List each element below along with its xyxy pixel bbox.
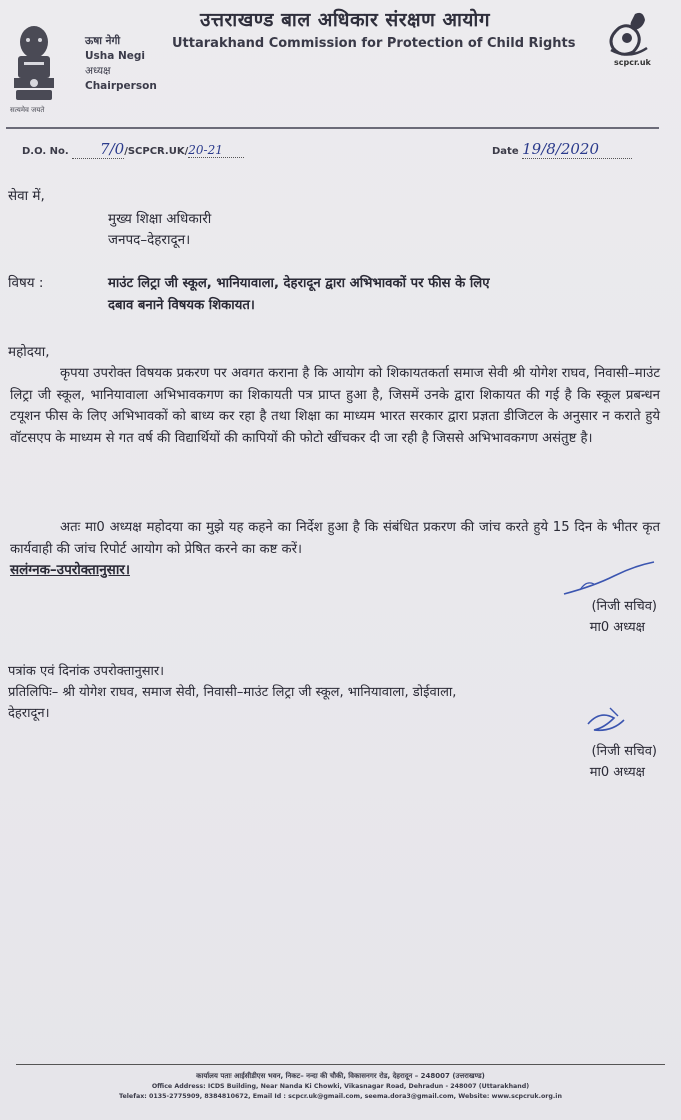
do-suffix: /SCPCR.UK/ bbox=[124, 146, 189, 157]
footer-divider bbox=[16, 1064, 665, 1065]
subject-line-1: माउंट लिट्रा जी स्कूल, भानियावाला, देहरादून द्वारा अभिभावकों पर फीस के लिए bbox=[108, 276, 490, 291]
greeting: महोदया, bbox=[8, 344, 50, 360]
org-name-hindi: उत्तराखण्ड बाल अधिकार संरक्षण आयोग bbox=[200, 9, 491, 31]
do-label: D.O. No. bbox=[22, 146, 69, 157]
date-handwritten: 19/8/2020 bbox=[522, 140, 600, 158]
subject-line-2: दबाव बनाने विषयक शिकायत। bbox=[108, 298, 255, 313]
chairperson-block bbox=[85, 34, 157, 94]
footer-contact: Telefax: 0135-2775909, 8384810672, Email Id : scpcr.uk@gmail.com, seema.dora3@gmail.com, Website: www.scpcruk.org.in bbox=[119, 1093, 562, 1100]
date-line bbox=[492, 140, 632, 159]
signature-1-office: मा0 अध्यक्ष bbox=[589, 620, 645, 635]
addressee-line-2: जनपद–देहरादून। bbox=[108, 232, 191, 248]
copy-line-3: देहरादून। bbox=[8, 706, 50, 721]
signature-2-designation: (निजी सचिव) bbox=[591, 744, 657, 759]
do-number-handwritten: 7/0 bbox=[100, 140, 125, 158]
body-paragraph-1: कृपया उपरोक्त विषयक प्रकरण पर अवगत कराना है कि आयोग को शिकायतकर्ता समाज सेवी श्री योगेश राघव, निवासी–माउंट लिट्रा जी स्कूल, भानियावाला अभिभावकगण का शिकायती पत्र प्राप्त हुआ है, जिसमें उनके द्वारा शिकायत की गई है कि स्कूल प्रबन्धन टयूशन फीस के लिए अभिभावकों को बाध्य कर रहा है तथा शिक्षा का माध्यम भारत सरकार द्वारा प्रज्ञता डीजिटल के अनुसार न कराते हुये वॉटसएप के माध्यम से गत वर्ष की विद्यार्थियों की कापियों की फोटो खींचकर दी जा रही है जिससे अभिभावकगण असंतुष्ट है। bbox=[10, 366, 660, 446]
signature-2-office: मा0 अध्यक्ष bbox=[589, 765, 645, 780]
emblem-caption: सत्यमेव जयते bbox=[10, 106, 45, 114]
footer-address-hindi: कार्यालय पताः आईसीडीएस भवन, निकट– नन्दा की चौकी, विकासनगर रोड, देहरादून – 248007 (उत्तराखण्ड) bbox=[196, 1072, 485, 1080]
state-emblem-icon bbox=[6, 18, 62, 118]
person-name-english: Usha Negi bbox=[85, 50, 146, 62]
signature-initials-icon bbox=[580, 702, 650, 738]
body-paragraph-2: अतः मा0 अध्यक्ष महोदया का मुझे यह कहने का निर्देश हुआ है कि संबंधित प्रकरण की जांच करते हुये 15 दिन के भीतर कृत कार्यवाही की जांच रिपोर्ट आयोग को प्रेषित करने का कष्ट करें। bbox=[10, 520, 660, 557]
signature-scribble-icon bbox=[560, 560, 660, 600]
date-label: Date bbox=[492, 146, 519, 157]
footer-address-english: Office Address: ICDS Building, Near Nanda Ki Chowki, Vikasnagar Road, Dehradun - 248007 (Uttarakhand) bbox=[151, 1083, 530, 1090]
addressee-line-1: मुख्य शिक्षा अधिकारी bbox=[108, 211, 212, 227]
copy-line-1: पत्रांक एवं दिनांक उपरोक्तानुसार। bbox=[8, 664, 165, 679]
signature-1-designation: (निजी सचिव) bbox=[591, 599, 657, 614]
copy-line-2: प्रतिलिपिः– श्री योगेश राघव, समाज सेवी, निवासी–माउंट लिट्रा जी स्कूल, भानियावाला, डोईवाला, bbox=[8, 685, 457, 700]
person-title-hindi: अध्यक्ष bbox=[85, 65, 111, 77]
do-number-line bbox=[22, 140, 244, 159]
enclosure-note: सलंग्नक–उपरोक्तानुसार। bbox=[10, 562, 130, 578]
org-name-english: Uttarakhand Commission for Protection of Child Rights bbox=[172, 36, 576, 51]
header-divider bbox=[6, 127, 659, 129]
subject-label: विषय : bbox=[8, 275, 44, 291]
person-title-english: Chairperson bbox=[85, 80, 157, 92]
salutation: सेवा में, bbox=[8, 188, 45, 204]
person-name-hindi: ऊषा नेगी bbox=[85, 35, 121, 47]
logo-text: scpcr.uk bbox=[614, 58, 651, 67]
do-year-handwritten: 20-21 bbox=[188, 143, 223, 157]
